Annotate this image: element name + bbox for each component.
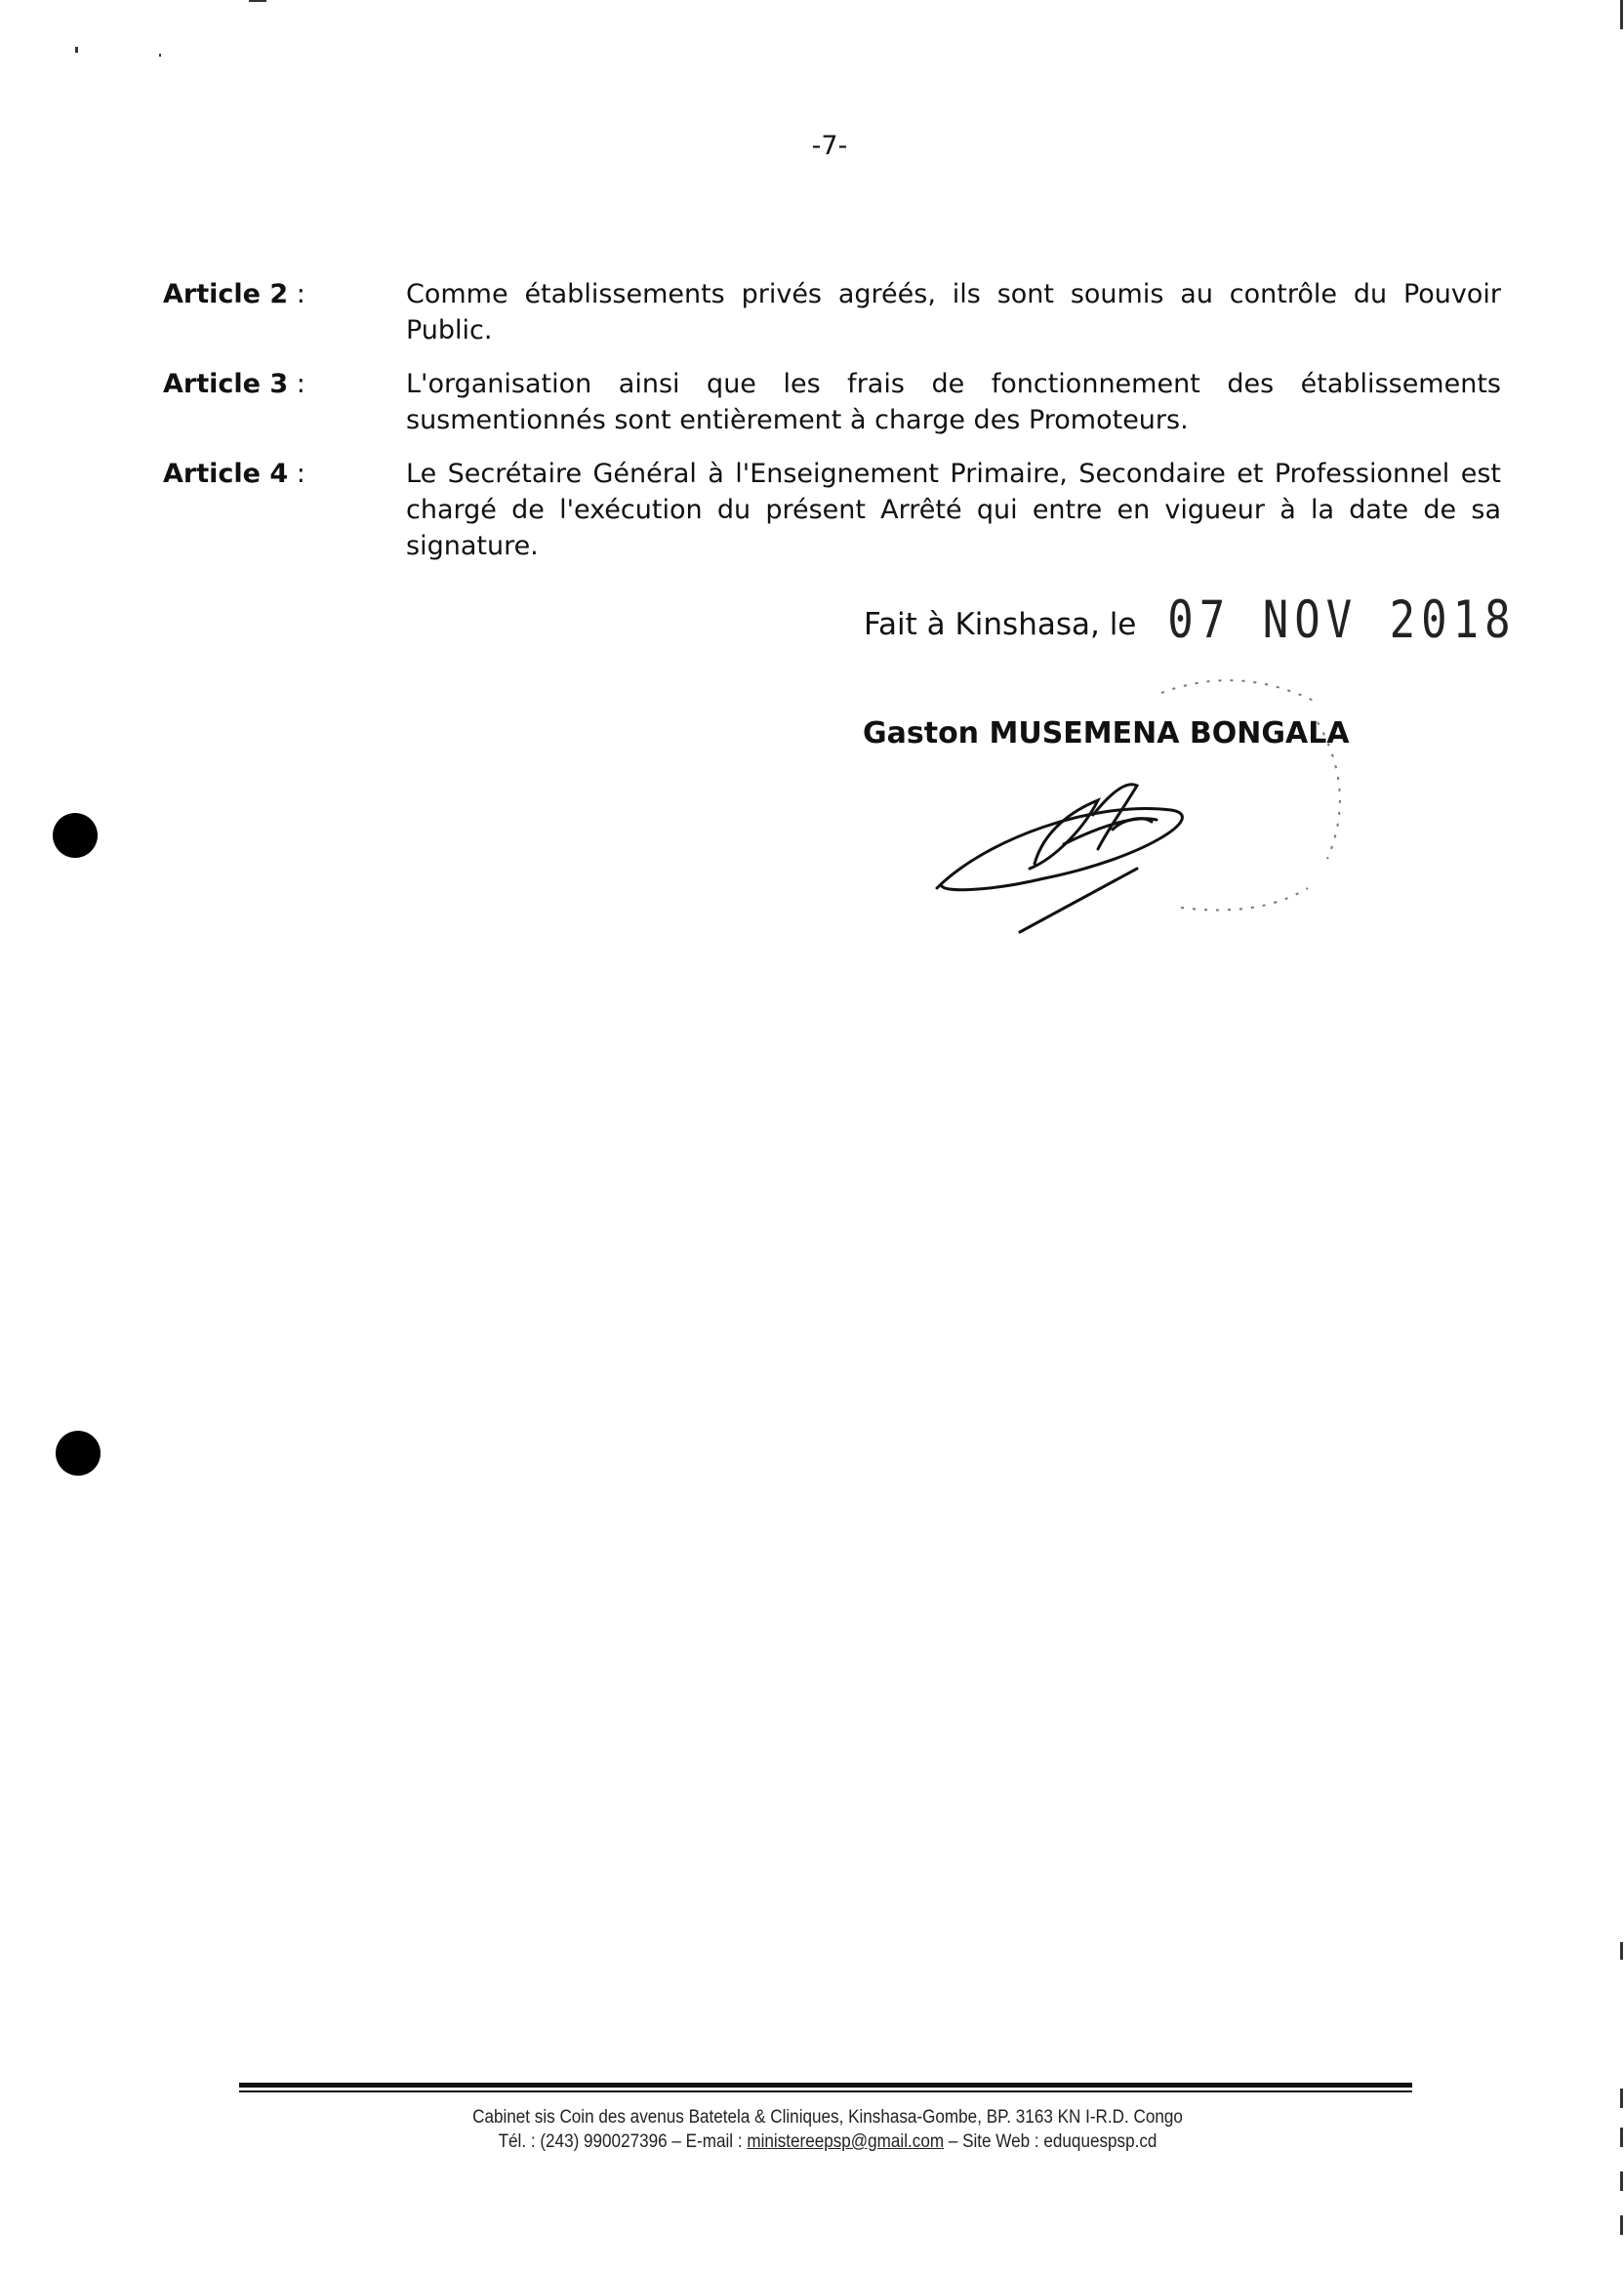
place-text: Fait à Kinshasa, le: [864, 607, 1137, 642]
article-4: [163, 456, 1501, 564]
footer-rule: [239, 2090, 1412, 2092]
scan-mark: [1620, 2215, 1623, 2235]
article-text: L'organisation ainsi que les frais de fonctionnement des établissements susmentionnés sont entièrement à charge des Promoteurs.: [406, 369, 1501, 435]
footer-email-link[interactable]: ministereepsp@gmail.com: [747, 2131, 945, 2152]
scan-mark: [1620, 2089, 1623, 2108]
article-text: Comme établissements privés agréés, ils sont soumis au contrôle du Pouvoir Public.: [406, 279, 1501, 345]
article-label: Article 2 :: [163, 279, 305, 309]
signature-graphic: [927, 771, 1259, 966]
scan-mark: [75, 47, 78, 53]
page-number: -7-: [811, 131, 848, 161]
scan-mark: [249, 0, 266, 2]
article-label: Article 4 :: [163, 459, 305, 489]
footer: [239, 2105, 1416, 2154]
punch-hole: [56, 1431, 101, 1476]
footer-phone: Tél. : (243) 990027396 – E-mail :: [498, 2131, 748, 2152]
scan-mark: [1620, 2171, 1623, 2191]
date-stamp: 07 NOV 2018: [1167, 589, 1517, 651]
footer-address: Cabinet sis Coin des avenus Batetela & Cliniques, Kinshasa-Gombe, BP. 3163 KN I-R.D. Congo: [472, 2107, 1183, 2128]
articles-section: [163, 276, 1501, 582]
article-3: [163, 366, 1501, 438]
scan-mark: [159, 54, 161, 57]
punch-hole: [53, 813, 98, 858]
article-label: Article 3 :: [163, 369, 305, 399]
place-date-line: [864, 589, 1517, 651]
scan-mark: [1620, 2128, 1623, 2147]
scan-mark: [1620, 0, 1623, 29]
footer-website: – Site Web : eduquespsp.cd: [944, 2131, 1157, 2152]
article-text: Le Secrétaire Général à l'Enseignement Primaire, Secondaire et Professionnel est chargé de l'exécution du présent Arrêté qui entre en vigueur à la date de sa signature.: [406, 459, 1501, 561]
scan-mark: [1620, 1942, 1623, 1960]
article-2: [163, 276, 1501, 348]
footer-contact: [239, 2130, 1416, 2154]
footer-rule: [239, 2083, 1412, 2088]
signatory-name: Gaston MUSEMENA BONGALA: [863, 716, 1350, 751]
